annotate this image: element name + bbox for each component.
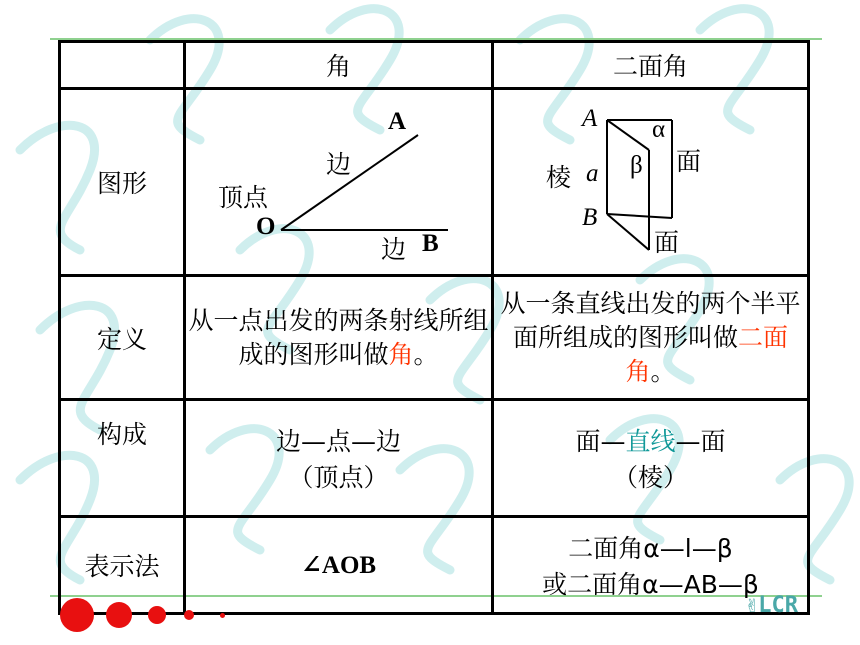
dihedral-composition-pre: 面— <box>575 427 626 456</box>
dot-1 <box>60 598 94 632</box>
angle-edge1-label: 边 <box>326 150 352 179</box>
comparison-table <box>58 40 810 615</box>
angle-notation: ∠AOB <box>185 517 493 614</box>
dihedral-figure-cell <box>493 89 809 276</box>
angle-point-o: O <box>256 213 276 240</box>
angle-figure-cell <box>185 89 493 276</box>
notation-label: 表示法 <box>60 517 185 614</box>
dihedral-point-a: A <box>582 105 598 132</box>
angle-point-b: B <box>422 230 439 257</box>
dihedral-alpha: α <box>652 116 666 143</box>
dihedral-line-a: a <box>586 160 599 187</box>
dihedral-composition-mid: 直线 <box>625 427 676 456</box>
angle-vertex-label: 顶点 <box>218 183 269 212</box>
dihedral-definition <box>493 276 809 400</box>
composition-label: 构成 <box>60 400 185 517</box>
angle-composition-line1: 边—点—边 <box>275 427 401 456</box>
angle-definition-term: 角 <box>388 339 414 369</box>
dot-2 <box>106 602 132 628</box>
dihedral-composition-post: —面 <box>675 427 726 456</box>
dihedral-notation-line1: 二面角α—l—β <box>568 534 733 563</box>
angle-definition <box>185 276 493 400</box>
notation-row <box>60 517 809 614</box>
lcr-logo: ✌LCR <box>745 593 798 618</box>
dihedral-point-b: B <box>582 204 598 231</box>
dihedral-definition-end: 。 <box>650 356 676 386</box>
dihedral-composition-line1 <box>494 422 807 458</box>
angle-point-a: A <box>388 108 407 135</box>
dihedral-notation-line2: 或二面角α—AB—β <box>542 570 759 599</box>
header-row <box>60 42 809 89</box>
angle-definition-text: 从一点出发的两条射线所组成的图形叫做 <box>188 305 489 369</box>
dot-3 <box>148 606 166 624</box>
dihedral-diagram <box>494 90 807 274</box>
dihedral-definition-term: 二面角 <box>625 322 789 386</box>
definition-row <box>60 276 809 400</box>
dihedral-definition-text: 从一条直线出发的两个半平面所组成的图形叫做 <box>500 288 801 352</box>
dihedral-edge-label: 棱 <box>546 163 572 192</box>
angle-edge2-label: 边 <box>381 235 407 264</box>
angle-composition <box>185 400 493 517</box>
dihedral-composition <box>493 400 809 517</box>
dot-5 <box>220 613 225 618</box>
dihedral-face1-label: 面 <box>676 147 702 176</box>
header-angle: 角 <box>185 42 493 89</box>
header-blank-cell <box>60 42 185 89</box>
header-dihedral: 二面角 <box>493 42 809 89</box>
definition-label: 定义 <box>60 276 185 400</box>
dot-4 <box>184 610 194 620</box>
figure-row <box>60 89 809 276</box>
composition-row <box>60 400 809 517</box>
dihedral-face2-label: 面 <box>654 228 680 257</box>
figure-label: 图形 <box>60 89 185 276</box>
angle-definition-end: 。 <box>413 339 439 369</box>
dihedral-beta: β <box>630 152 643 179</box>
angle-composition-line2: （顶点） <box>288 463 389 492</box>
dihedral-composition-line2: （棱） <box>612 463 688 492</box>
